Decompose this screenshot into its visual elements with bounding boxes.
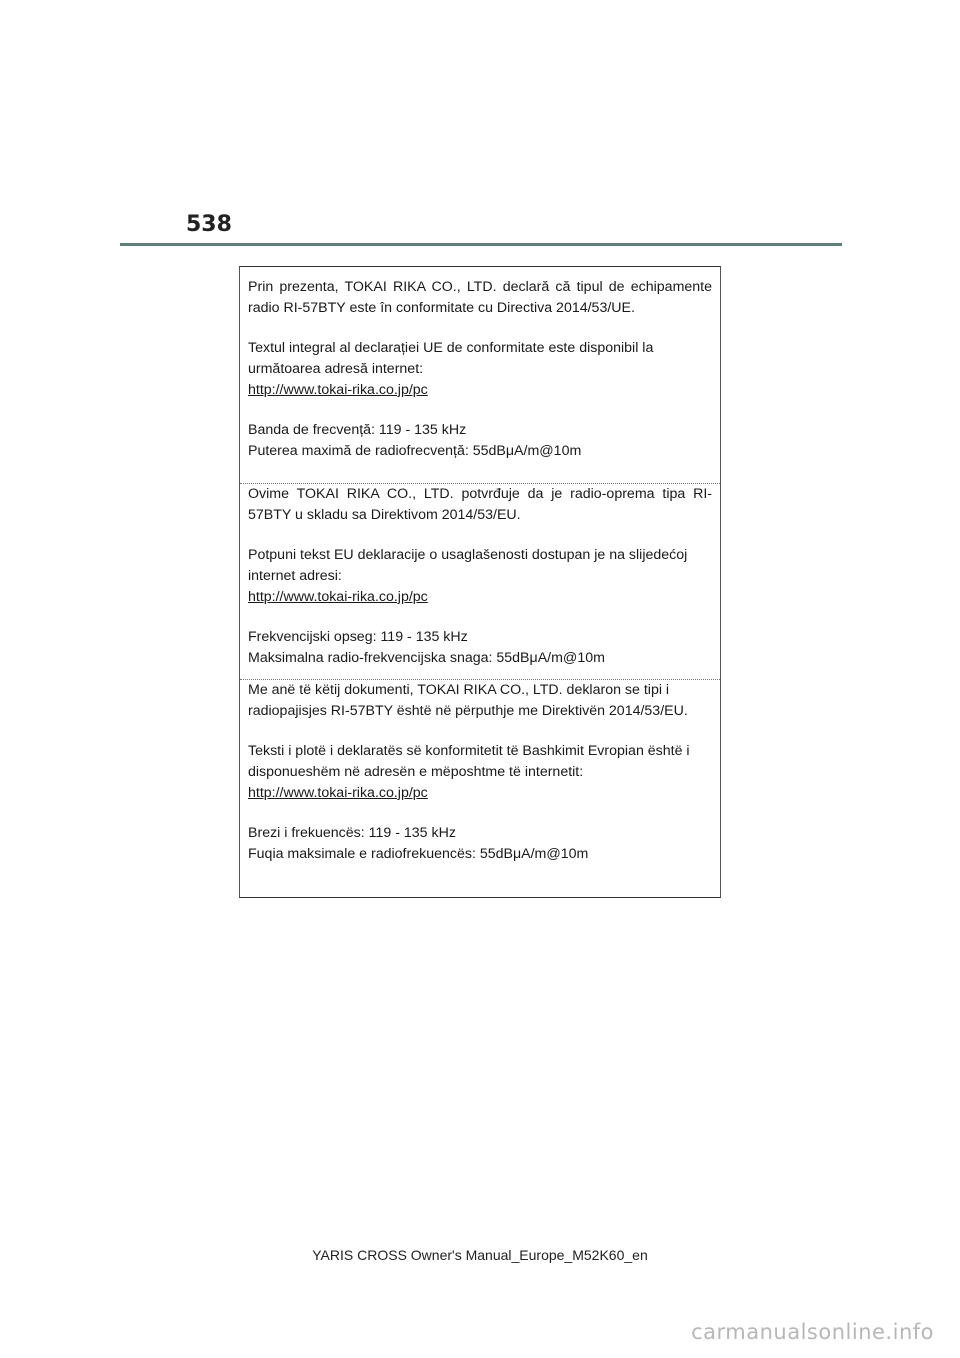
declaration-fulltext: Potpuni tekst EU deklaracije o usaglašenosti dostupan je na slijedećoj internet adresi:	[248, 547, 688, 584]
declaration-section-albanian	[240, 680, 720, 865]
declaration-box	[239, 266, 721, 898]
declaration-url-link[interactable]: http://www.tokai-rika.co.jp/pc	[248, 589, 428, 605]
frequency-band: Banda de frecvență: 119 - 135 kHz	[248, 422, 467, 438]
declaration-url-link[interactable]: http://www.tokai-rika.co.jp/pc	[248, 382, 428, 398]
watermark: carmanualsonline.info	[691, 1320, 934, 1344]
max-power: Puterea maximă de radiofrecvență: 55dBμA/m@10m	[248, 443, 582, 459]
declaration-fulltext: Teksti i plotë i deklaratës së konformitetit të Bashkimit Evropian është i disponueshëm në adresën e mëposhtme të internetit:	[248, 743, 690, 780]
declaration-url-link[interactable]: http://www.tokai-rika.co.jp/pc	[248, 785, 428, 801]
declaration-intro: Ovime TOKAI RIKA CO., LTD. potvrđuje da je radio-oprema tipa RI-57BTY u skladu sa Direktivom 2014/53/EU.	[248, 486, 712, 523]
declaration-section-romanian	[240, 277, 720, 462]
max-power: Fuqia maksimale e radiofrekuencës: 55dBμA/m@10m	[248, 846, 589, 862]
max-power: Maksimalna radio-frekvencijska snaga: 55dBμA/m@10m	[248, 650, 605, 666]
frequency-band: Frekvencijski opseg: 119 - 135 kHz	[248, 629, 468, 645]
declaration-intro: Me anë të këtij dokumenti, TOKAI RIKA CO., LTD. deklaron se tipi i radiopajisjes RI-57BTY është në përputhje me Direktivën 2014/53/EU.	[248, 682, 688, 719]
declaration-fulltext: Textul integral al declarației UE de conformitate este disponibil la următoarea adresă internet:	[248, 340, 654, 377]
declaration-section-bosnian	[240, 484, 720, 669]
page-number: 538	[186, 212, 232, 237]
page-footer: YARIS CROSS Owner's Manual_Europe_M52K60_en	[312, 1247, 648, 1263]
declaration-intro: Prin prezenta, TOKAI RIKA CO., LTD. declară că tipul de echipamente radio RI-57BTY este în conformitate cu Directiva 2014/53/UE.	[248, 279, 712, 316]
frequency-band: Brezi i frekuencës: 119 - 135 kHz	[248, 825, 456, 841]
header-rule	[120, 243, 842, 246]
